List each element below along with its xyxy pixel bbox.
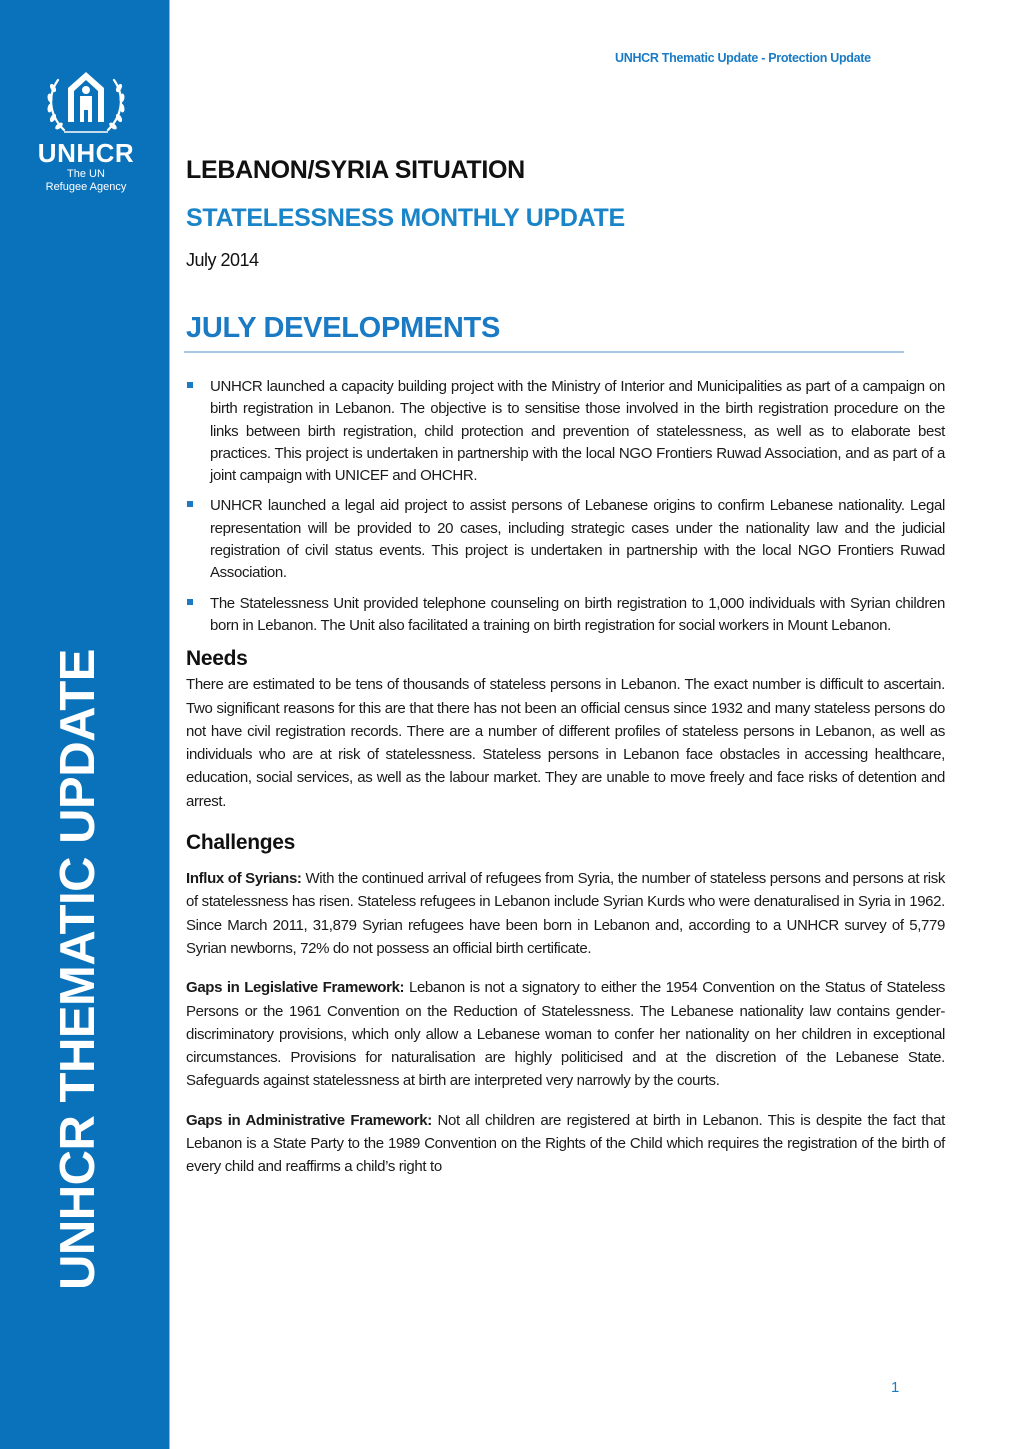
- unhcr-emblem-icon: [44, 70, 128, 138]
- paragraph-lead: Influx of Syrians:: [186, 870, 302, 888]
- sidebar-banner: [0, 0, 170, 1449]
- running-header: UNHCR Thematic Update - Protection Update: [615, 51, 871, 65]
- logo-subtitle-line1: The UN: [67, 168, 105, 180]
- list-item: [186, 593, 945, 638]
- challenge-paragraph-influx: [186, 867, 945, 960]
- heading-divider: [184, 351, 904, 353]
- unhcr-logo: [30, 70, 142, 194]
- square-bullet-icon: [187, 599, 193, 605]
- section-heading-needs: Needs: [186, 647, 248, 671]
- needs-paragraph: There are estimated to be tens of thousands of stateless persons in Lebanon. The exact number is difficult to ascertain. Two significant reasons for this are that there has not been an official census since 1932 and many stateless persons do not have civil registration records. There are a number of different profiles of stateless persons in Lebanon, as well as individuals who are at risk of statelessness. Stateless persons in Lebanon face obstacles in accessing healthcare, education, social services, as well as the labour market. They are unable to move freely and face risks of detention and arrest.: [186, 676, 945, 810]
- section-heading-july-developments: JULY DEVELOPMENTS: [186, 312, 500, 344]
- developments-list: [186, 376, 945, 637]
- list-item-text: UNHCR launched a legal aid project to assist persons of Lebanese origins to confirm Lebanese nationality. Legal representation will be provided to 20 cases, including strategic cases under the nationality law and the judicial registration of civil status events. This project is undertaken in partnership with the local NGO Frontiers Ruwad Association.: [210, 497, 945, 582]
- document-date: July 2014: [186, 250, 259, 270]
- document-subtitle: STATELESSNESS MONTHLY UPDATE: [186, 204, 625, 232]
- list-item: [186, 495, 945, 584]
- challenge-paragraph-legislative: [186, 976, 945, 1092]
- list-item: [186, 376, 945, 487]
- page-number: 1: [891, 1379, 900, 1396]
- paragraph-text: Lebanon is not a signatory to either the 1954 Convention on the Status of Stateless Persons or the 1961 Convention on the Reduction of Statelessness. The Lebanese nationality law contains gender-discriminatory provisions, which only allow a Lebanese woman to confer her nationality on her children in exceptional circumstances. Provisions for naturalisation are highly politicised and at the discretion of the Lebanese State. Safeguards against statelessness at birth are interpreted very narrowly by the courts.: [186, 979, 945, 1090]
- vertical-banner-title: UNHCR THEMATIC UPDATE: [51, 649, 105, 1290]
- document-body: [186, 376, 945, 1179]
- list-item-text: The Statelessness Unit provided telephone counseling on birth registration to 1,000 individuals with Syrian children born in Lebanon. The Unit also facilitated a training on birth registration for social workers in Mount Lebanon.: [210, 594, 945, 634]
- logo-wordmark: UNHCR: [37, 138, 135, 168]
- paragraph-lead: Gaps in Legislative Framework:: [186, 979, 405, 997]
- section-heading-challenges: Challenges: [186, 831, 296, 855]
- document-title: LEBANON/SYRIA SITUATION: [186, 156, 525, 184]
- paragraph-text: Not all children are registered at birth in Lebanon. This is despite the fact that Lebanon is a State Party to the 1989 Convention on the Rights of the Child which requires the registration of the birth of every child and reaffirms a child’s right to: [186, 1111, 945, 1176]
- logo-subtitle-line2: Refugee Agency: [45, 181, 127, 193]
- challenge-paragraph-administrative: [186, 1109, 945, 1179]
- square-bullet-icon: [187, 382, 193, 388]
- list-item-text: UNHCR launched a capacity building project with the Ministry of Interior and Municipalities as part of a campaign on birth registration in Lebanon. The objective is to sensitise those involved in the birth registration procedure on the links between birth registration, child protection and prevention of statelessness, as well as to elaborate best practices. This project is undertaken in partnership with the local NGO Frontiers Ruwad Association, and as part of a joint campaign with UNICEF and OHCHR.: [210, 378, 945, 485]
- paragraph-lead: Gaps in Administrative Framework:: [186, 1111, 432, 1129]
- square-bullet-icon: [187, 501, 193, 507]
- paragraph-text: With the continued arrival of refugees from Syria, the number of stateless persons and persons at risk of statelessness has risen. Stateless refugees in Lebanon include Syrian Kurds who were denaturalised in Syria in 1962. Since March 2011, 31,879 Syrian refugees have been born in Lebanon and, according to a UNHCR survey of 5,779 Syrian newborns, 72% do not possess an official birth certificate.: [186, 870, 945, 957]
